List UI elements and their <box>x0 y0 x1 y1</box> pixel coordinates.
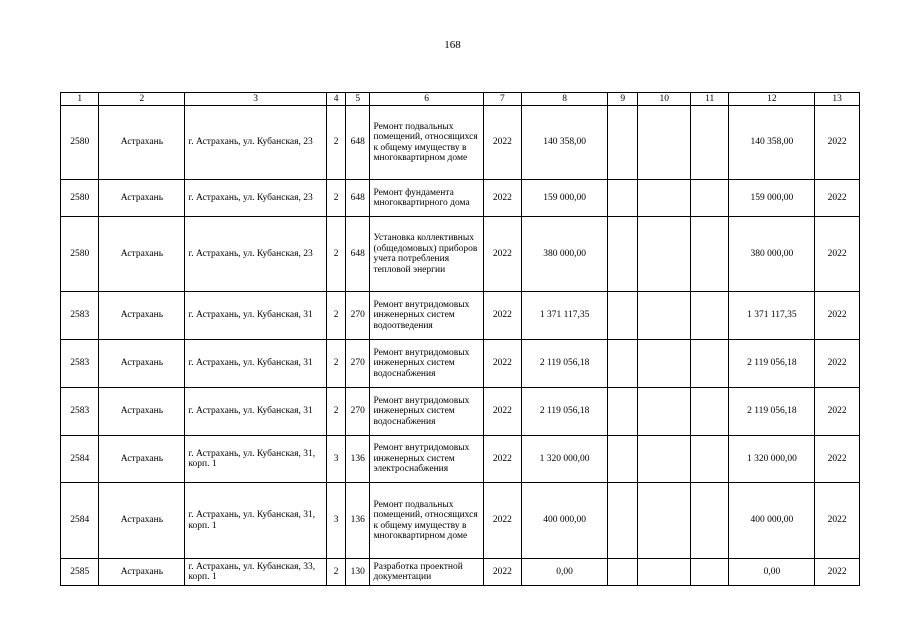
table-row <box>61 106 860 180</box>
cell-year-end: 2022 <box>815 559 860 586</box>
cell-col11 <box>690 483 728 559</box>
header-cell: 3 <box>185 93 327 106</box>
cell-year-end: 2022 <box>815 106 860 180</box>
cell-total-cost: 400 000,00 <box>522 483 608 559</box>
cell-municipality: Астрахань <box>99 483 185 559</box>
cell-col4: 2 <box>326 106 345 180</box>
cell-total-cost: 0,00 <box>522 559 608 586</box>
cell-col5: 270 <box>346 292 370 340</box>
cell-work-type: Ремонт внутридомовых инженерных систем водоснабжения <box>370 340 483 388</box>
cell-address: г. Астрахань, ул. Кубанская, 31, корп. 1 <box>185 436 327 483</box>
cell-total-cost: 1 371 117,35 <box>522 292 608 340</box>
cell-col4: 3 <box>326 483 345 559</box>
cell-municipality: Астрахань <box>99 388 185 436</box>
cell-year-end: 2022 <box>815 436 860 483</box>
header-cell: 5 <box>346 93 370 106</box>
cell-total-cost: 159 000,00 <box>522 180 608 217</box>
cell-work-type: Разработка проектной документации <box>370 559 483 586</box>
cell-col5: 270 <box>346 340 370 388</box>
cell-col11 <box>690 340 728 388</box>
cell-col5: 130 <box>346 559 370 586</box>
cell-municipality: Астрахань <box>99 106 185 180</box>
cell-id: 2583 <box>61 340 99 388</box>
cell-address: г. Астрахань, ул. Кубанская, 31 <box>185 388 327 436</box>
cell-total-cost: 380 000,00 <box>522 217 608 292</box>
cell-col11 <box>690 106 728 180</box>
cell-col5: 270 <box>346 388 370 436</box>
cell-year: 2022 <box>483 292 521 340</box>
cell-total-cost: 140 358,00 <box>522 106 608 180</box>
cell-cost: 140 358,00 <box>729 106 815 180</box>
cell-year: 2022 <box>483 559 521 586</box>
cell-col5: 648 <box>346 106 370 180</box>
cell-col9 <box>608 483 638 559</box>
cell-total-cost: 2 119 056,18 <box>522 340 608 388</box>
cell-municipality: Астрахань <box>99 180 185 217</box>
cell-id: 2585 <box>61 559 99 586</box>
cell-id: 2584 <box>61 483 99 559</box>
table-row <box>61 217 860 292</box>
header-cell: 4 <box>326 93 345 106</box>
cell-col9 <box>608 436 638 483</box>
cell-col11 <box>690 559 728 586</box>
cell-id: 2580 <box>61 180 99 217</box>
cell-col10 <box>638 388 691 436</box>
cell-col4: 2 <box>326 180 345 217</box>
header-cell: 10 <box>638 93 691 106</box>
header-cell: 8 <box>522 93 608 106</box>
table-row <box>61 388 860 436</box>
cell-work-type: Ремонт фундамента многоквартирного дома <box>370 180 483 217</box>
cell-col11 <box>690 292 728 340</box>
cell-id: 2583 <box>61 292 99 340</box>
cell-col11 <box>690 217 728 292</box>
cell-col9 <box>608 217 638 292</box>
cell-total-cost: 2 119 056,18 <box>522 388 608 436</box>
cell-id: 2583 <box>61 388 99 436</box>
cell-id: 2580 <box>61 106 99 180</box>
cell-address: г. Астрахань, ул. Кубанская, 23 <box>185 217 327 292</box>
cell-col4: 2 <box>326 217 345 292</box>
cell-col4: 2 <box>326 559 345 586</box>
header-cell: 13 <box>815 93 860 106</box>
cell-cost: 159 000,00 <box>729 180 815 217</box>
cell-work-type: Ремонт внутридомовых инженерных систем водоснабжения <box>370 388 483 436</box>
cell-municipality: Астрахань <box>99 292 185 340</box>
table-row <box>61 559 860 586</box>
cell-col9 <box>608 388 638 436</box>
cell-year-end: 2022 <box>815 292 860 340</box>
repair-program-table <box>60 92 860 586</box>
cell-col4: 2 <box>326 292 345 340</box>
header-cell: 1 <box>61 93 99 106</box>
cell-col10 <box>638 217 691 292</box>
cell-year: 2022 <box>483 388 521 436</box>
header-cell: 11 <box>690 93 728 106</box>
cell-col9 <box>608 559 638 586</box>
cell-total-cost: 1 320 000,00 <box>522 436 608 483</box>
cell-work-type: Ремонт внутридомовых инженерных систем водоотведения <box>370 292 483 340</box>
cell-municipality: Астрахань <box>99 217 185 292</box>
cell-year-end: 2022 <box>815 217 860 292</box>
table-row <box>61 340 860 388</box>
header-cell: 6 <box>370 93 483 106</box>
cell-col9 <box>608 180 638 217</box>
cell-col10 <box>638 436 691 483</box>
header-cell: 2 <box>99 93 185 106</box>
cell-id: 2580 <box>61 217 99 292</box>
table-row <box>61 436 860 483</box>
cell-cost: 1 320 000,00 <box>729 436 815 483</box>
header-cell: 7 <box>483 93 521 106</box>
cell-year: 2022 <box>483 106 521 180</box>
cell-col4: 2 <box>326 388 345 436</box>
cell-col11 <box>690 388 728 436</box>
cell-col9 <box>608 292 638 340</box>
cell-year-end: 2022 <box>815 483 860 559</box>
cell-address: г. Астрахань, ул. Кубанская, 31 <box>185 340 327 388</box>
cell-col5: 136 <box>346 483 370 559</box>
cell-col5: 136 <box>346 436 370 483</box>
cell-year: 2022 <box>483 180 521 217</box>
cell-cost: 2 119 056,18 <box>729 340 815 388</box>
table-row <box>61 483 860 559</box>
cell-address: г. Астрахань, ул. Кубанская, 23 <box>185 106 327 180</box>
cell-cost: 1 371 117,35 <box>729 292 815 340</box>
cell-work-type: Ремонт внутридомовых инженерных систем электроснабжения <box>370 436 483 483</box>
cell-id: 2584 <box>61 436 99 483</box>
table-row <box>61 180 860 217</box>
table-row <box>61 292 860 340</box>
header-row <box>61 93 860 106</box>
cell-work-type: Ремонт подвальных помещений, относящихся к общему имуществу в многоквартирном доме <box>370 483 483 559</box>
header-cell: 12 <box>729 93 815 106</box>
cell-col11 <box>690 180 728 217</box>
cell-year-end: 2022 <box>815 388 860 436</box>
cell-col5: 648 <box>346 180 370 217</box>
cell-year: 2022 <box>483 436 521 483</box>
cell-year: 2022 <box>483 340 521 388</box>
cell-address: г. Астрахань, ул. Кубанская, 23 <box>185 180 327 217</box>
cell-address: г. Астрахань, ул. Кубанская, 31 <box>185 292 327 340</box>
cell-address: г. Астрахань, ул. Кубанская, 33, корп. 1 <box>185 559 327 586</box>
cell-year-end: 2022 <box>815 180 860 217</box>
cell-col4: 2 <box>326 340 345 388</box>
cell-work-type: Ремонт подвальных помещений, относящихся к общему имуществу в многоквартирном доме <box>370 106 483 180</box>
cell-col4: 3 <box>326 436 345 483</box>
cell-municipality: Астрахань <box>99 340 185 388</box>
cell-col10 <box>638 559 691 586</box>
cell-col10 <box>638 180 691 217</box>
cell-year: 2022 <box>483 217 521 292</box>
cell-col10 <box>638 106 691 180</box>
cell-col10 <box>638 483 691 559</box>
header-cell: 9 <box>608 93 638 106</box>
cell-col10 <box>638 292 691 340</box>
cell-cost: 2 119 056,18 <box>729 388 815 436</box>
cell-col5: 648 <box>346 217 370 292</box>
cell-col9 <box>608 340 638 388</box>
cell-municipality: Астрахань <box>99 559 185 586</box>
cell-col9 <box>608 106 638 180</box>
cell-cost: 400 000,00 <box>729 483 815 559</box>
page-number: 168 <box>444 39 461 51</box>
cell-col10 <box>638 340 691 388</box>
cell-address: г. Астрахань, ул. Кубанская, 31, корп. 1 <box>185 483 327 559</box>
cell-cost: 380 000,00 <box>729 217 815 292</box>
cell-year-end: 2022 <box>815 340 860 388</box>
cell-year: 2022 <box>483 483 521 559</box>
cell-municipality: Астрахань <box>99 436 185 483</box>
cell-work-type: Установка коллективных (общедомовых) приборов учета потребления тепловой энергии <box>370 217 483 292</box>
cell-cost: 0,00 <box>729 559 815 586</box>
cell-col11 <box>690 436 728 483</box>
